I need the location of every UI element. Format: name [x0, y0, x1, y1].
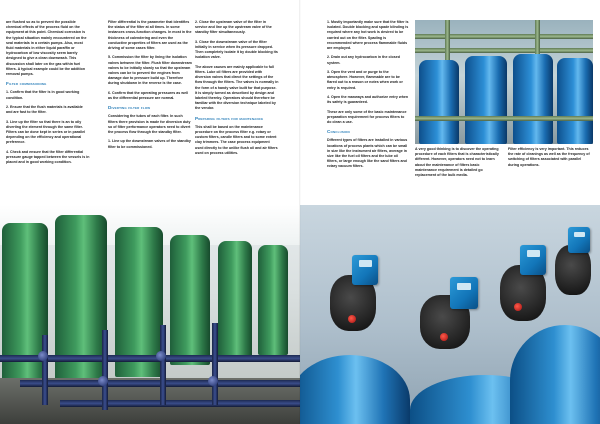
section-heading: Conclusion	[327, 129, 350, 135]
blue-tank	[419, 60, 459, 144]
left-column-3	[195, 20, 279, 160]
valve	[98, 376, 108, 386]
pipe	[415, 116, 593, 121]
pipe	[60, 400, 300, 407]
paragraph: 6. Confirm that the operating pressures as well as the differential pressure are normal.	[108, 90, 189, 101]
pipe	[212, 323, 218, 405]
valve	[38, 351, 48, 361]
paragraph: are flushed so as to prevent the possible chemical effects of the process fluid on the equipment at this point. Chemical corrosion is the typical situation mainly encountered on the seal materials in a certain pumps. Also, most fluid materials in either liquid paraffin or hydrocarbon of low viscosity seem barely designed to give a clean downwash. This discussion shall later on the gas within fuel filters. A typical example could be the addition removal pumps.	[6, 20, 87, 77]
section-heading: Filter commissioning	[6, 81, 47, 87]
blue-tank	[557, 58, 593, 144]
pipe	[102, 330, 108, 410]
paragraph: This shall be based on the maintenance procedure on the process filter e.g. rotary or custom filters, candle filters and to some extent clay trimmers. The case process equipment used directly to the unlike flush oil and air filters used on process utilities.	[195, 124, 278, 155]
green-tank	[55, 215, 107, 395]
paragraph: Filter efficiency is very important. This reduces the rate of cleanings as well as the frequency of switching of filters associated with parallel during operations.	[508, 147, 590, 167]
paragraph: 3. Close the downstream valve of the filter initially in service when its pressure dropped. Then completely isolate it by double blocking its isolation valve.	[195, 39, 278, 60]
right-column-3	[508, 147, 592, 172]
filter-room-photo	[0, 205, 300, 424]
paragraph: Filter differential is the parameter that identifies the status of the filter at all times. In some instances cross-function changes. In most in the thickness of calendering and even the conductive properties of filters are used as the driving of some cases filter.	[108, 20, 192, 51]
valve-controller	[568, 227, 590, 253]
green-tank	[170, 235, 210, 365]
valve	[208, 376, 218, 386]
paragraph: 4. Open the manways and authorize entry when its safety is guaranteed.	[327, 95, 409, 105]
paragraph: 2. Close the upstream valve of the filter in service and line up the upstream valve of the standby filter simultaneously.	[195, 20, 272, 35]
green-tank	[218, 241, 252, 359]
paragraph: 2. Drain out any hydrocarbon in the closed system.	[327, 55, 400, 65]
blue-tank	[465, 56, 507, 144]
paragraph: 1. Mostly importantly make sure that the filter is isolated. Double blocking and spade blinding is required where any hot work is desired to be carried out on the filter. Spading is recommended where process flammable fluids are employed.	[327, 20, 409, 51]
left-column-1	[6, 20, 90, 170]
paragraph: 1. Confirm that the filter is in good working condition.	[6, 90, 80, 100]
paragraph: These are only some of the basic maintenance preparation requirement for process filters to do clean a use.	[327, 109, 407, 124]
blue-tank	[513, 54, 553, 144]
section-heading: Preparing filters for maintenance	[195, 115, 264, 121]
pipe	[415, 48, 593, 53]
paragraph: 3. Line up the filter so that there is an to oily diverting the element through the same filter. Filters can be done kept in series or in parallel depending on the efficiency and operational preference.	[6, 119, 86, 145]
right-column-1	[327, 20, 409, 174]
blue-filter-tanks-photo	[415, 20, 593, 144]
blue-tank	[510, 325, 600, 424]
paragraph: 2. Ensure that the flush materials is available and are fast to the filter.	[6, 104, 83, 115]
pipe	[160, 325, 166, 405]
valve-controller	[450, 277, 478, 309]
left-column-2	[108, 20, 192, 154]
green-tank	[258, 245, 288, 355]
valve	[156, 351, 166, 361]
red-cap	[440, 333, 448, 341]
red-cap	[348, 315, 356, 323]
paragraph: The above causes are mainly applicable to full filters. Lube oil filters are provided with diversion valves that direct the settings of the flow through the filters. The valves is normally in the form of a handy valve built for that purpose. It is simply turned as described by design and labeled thereby. Operators should therefore be familiar with the diversion technique labeled by the vendor.	[195, 64, 279, 111]
book-spine	[299, 0, 301, 424]
paragraph: 1. Line up the downstream valves of the standby filter to be commissioned.	[108, 139, 191, 149]
valve-controller	[352, 255, 378, 285]
valve-controllers-photo	[300, 205, 600, 424]
red-cap	[514, 303, 522, 311]
valve-controller	[520, 245, 546, 275]
section-heading: Diverting filter flow	[108, 105, 151, 111]
pipe	[415, 34, 593, 39]
blue-tank	[300, 355, 410, 424]
paragraph: Considering the tubes of each filter. In such filters there provision is made for diversion duty so of filter performance operators need to divert the process flow through the standby filter.	[108, 114, 191, 134]
right-column-2	[415, 147, 499, 182]
paragraph: 4. Check and ensure that the filter differential pressure gauge tapped between the vessels is in placed and in good working condition.	[6, 149, 90, 165]
pipe	[42, 335, 48, 405]
paragraph: 5. Commission the filter by lining the isolation valves between the filter. Flush filter downstream valves to be initially slowly so that the upstream valves can be to prevent the engines from damage due to pressure build up. Therefore during shutdown in the reverse is the case.	[108, 55, 192, 86]
paragraph: Different types of filters are installed in various locations of process plants which can be small in size like the instrument air filters, average in size like the fuel oil filters and the lube oil filters, or large enough like the sand filters and rotary vacuum filters.	[327, 138, 408, 169]
paragraph: 3. Open the vent and or purge to the atmosphere. However, flammable are to be flared out to a reason or notes when work or entry is required.	[327, 70, 403, 90]
paragraph: A very good thinking is to discover the operating procedure of each filters that is characteristically different. However, operators need not to learn about the maintenance of filters basic maintenance requirement is detailed go replacement of the bulk media.	[415, 147, 499, 178]
